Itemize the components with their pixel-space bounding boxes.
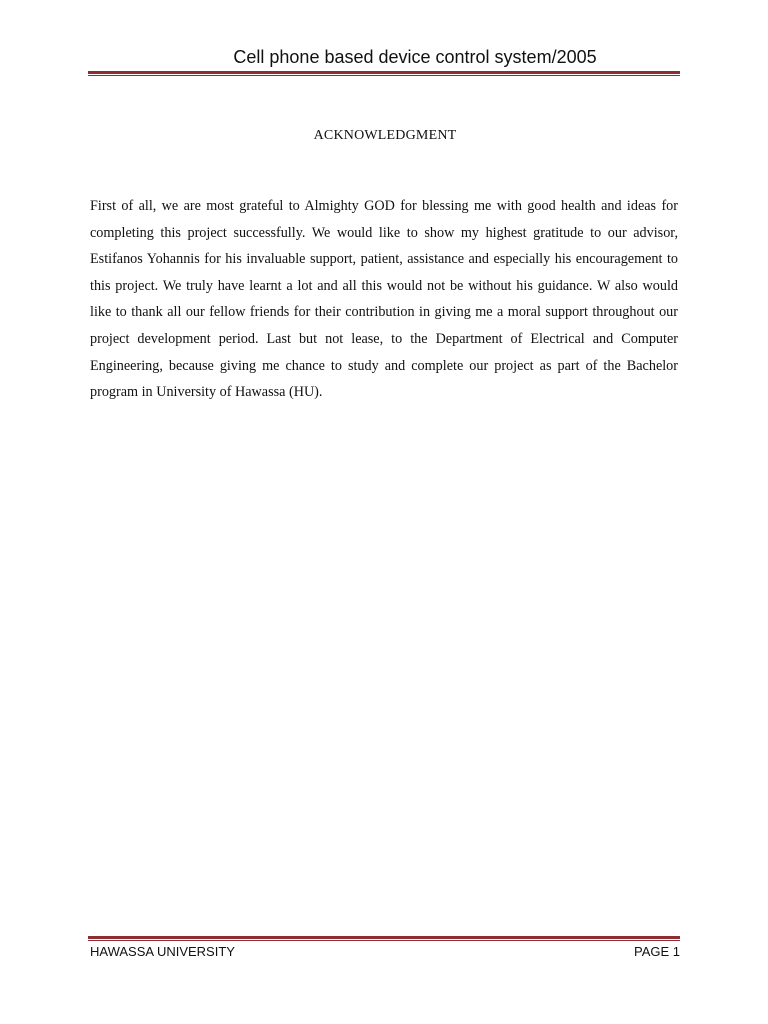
header-divider: [88, 71, 680, 76]
section-heading: ACKNOWLEDGMENT: [313, 128, 457, 143]
footer-institution: HAWASSA UNIVERSITY: [90, 944, 235, 959]
acknowledgment-paragraph: First of all, we are most grateful to Almighty GOD for blessing me with good health and ideas for completing this project successfully. We would like to show my highest gratitude to our advisor, Estifanos Yohannis for his invaluable support, patient, assistance and especially his encouragement to this project. We truly have learnt a lot and all this would not be without his guidance. W also would like to thank all our fellow friends for their contribution in giving me a moral support throughout our project development period. Last but not lease, to the Department of Electrical and Computer Engineering, because giving me chance to study and complete our project as part of the Bachelor program in University of Hawassa (HU).: [90, 198, 678, 401]
page-header-title: Cell phone based device control system/2005: [233, 47, 597, 67]
footer-page-number: PAGE 1: [633, 944, 680, 959]
footer-divider: [88, 936, 680, 941]
